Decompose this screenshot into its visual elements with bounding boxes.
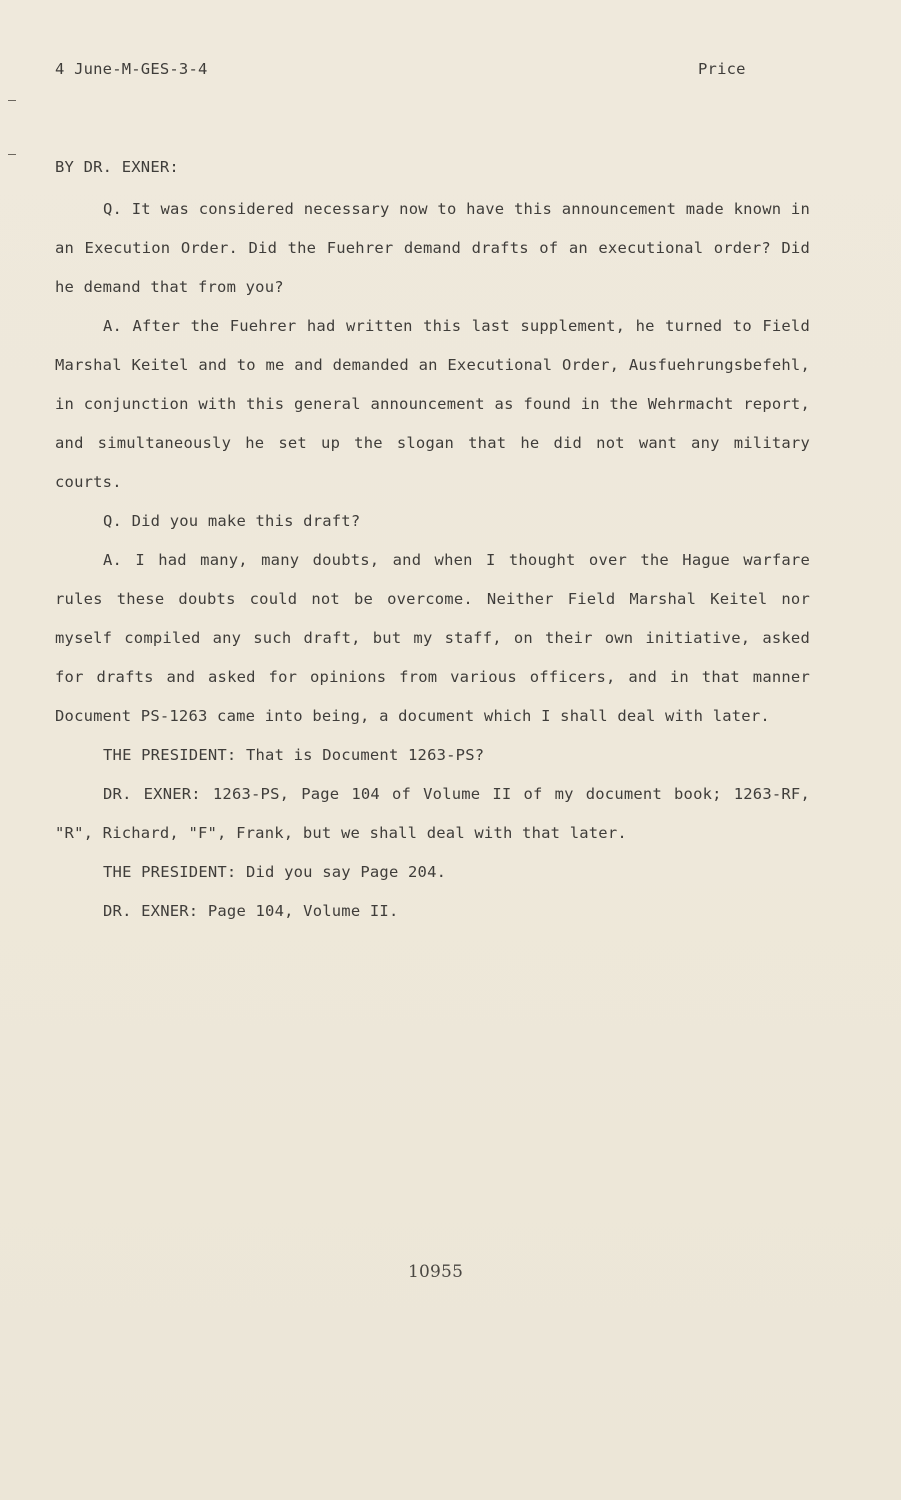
- document-reference: 4 June-M-GES-3-4: [55, 60, 208, 78]
- counsel-remark: DR. EXNER: Page 104, Volume II.: [103, 902, 399, 920]
- answer-paragraph: A. After the Fuehrer had written this last supplement, he turned to Field Marshal Keitel and to me and demanded an Executional Order, Ausfuehrungsbefehl, in conjunction with this general announcement as found in the Wehrmacht report, and simultaneously he set up the slogan that he did not want any military courts.: [55, 317, 810, 491]
- examination-heading: BY DR. EXNER:: [55, 158, 179, 176]
- edge-mark: [8, 100, 16, 101]
- page-number: 10955: [408, 1262, 464, 1282]
- question-paragraph: Q. Did you make this draft?: [103, 512, 361, 530]
- president-remark: THE PRESIDENT: That is Document 1263-PS?: [103, 746, 485, 764]
- president-remark: THE PRESIDENT: Did you say Page 204.: [103, 863, 447, 881]
- edge-mark: [8, 154, 16, 155]
- question-paragraph: Q. It was considered necessary now to have this announcement made known in an Execution Order. Did the Fuehrer demand drafts of an executional order? Did he demand that from you?: [55, 200, 810, 296]
- answer-paragraph: A. I had many, many doubts, and when I thought over the Hague warfare rules these doubts could not be overcome. Neither Field Marshal Keitel nor myself compiled any such draft, but my staff, on their own initiative, asked for drafts and asked for opinions from various officers, and in that manner Document PS-1263 came into being, a document which I shall deal with later.: [55, 551, 810, 725]
- reporter-name: Price: [698, 60, 746, 78]
- transcript-body: [55, 190, 810, 931]
- counsel-remark: DR. EXNER: 1263-PS, Page 104 of Volume II of my document book; 1263-RF, "R", Richard, "F", Frank, but we shall deal with that later.: [55, 785, 810, 842]
